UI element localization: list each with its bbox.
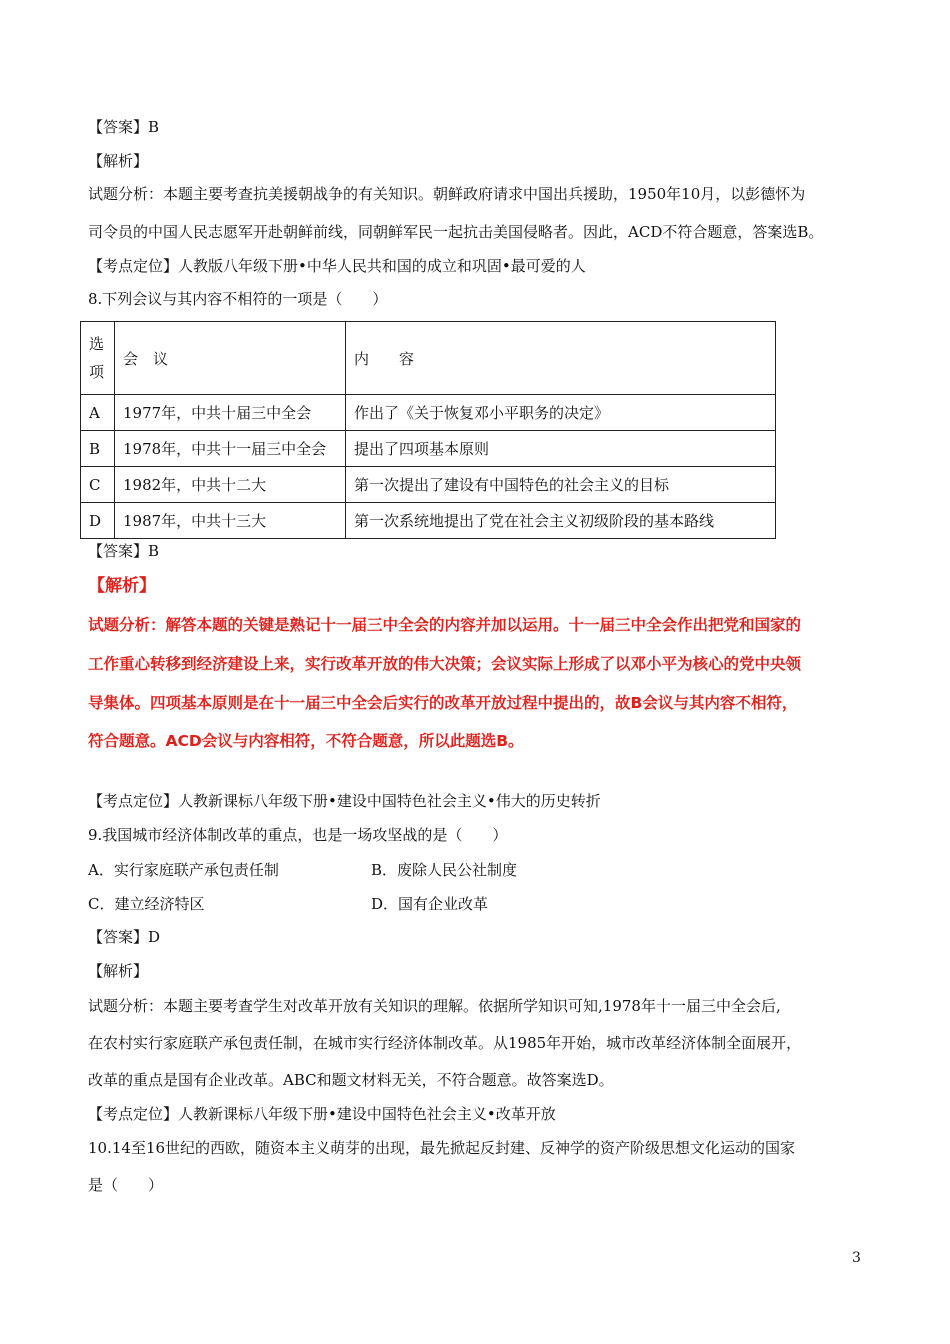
q9-analysis-line-3: 改革的重点是国有企业改革。ABC和题文材料无关，不符合题意。故答案选D。 <box>88 1071 614 1089</box>
q7-analysis-line-2: 司令员的中国人民志愿军开赴朝鲜前线，同朝鲜军民一起抗击美国侵略者。因此，ACD不符合题意，答案选B。 <box>88 223 824 241</box>
q8-row-option: D <box>81 503 115 539</box>
q8-header-option-line-1: 选 <box>89 335 105 353</box>
q8-answer: 【答案】B <box>88 542 160 560</box>
q7-answer: 【答案】B <box>88 118 160 136</box>
q8-row-content: 提出了四项基本原则 <box>346 431 776 467</box>
q8-header-content: 内 容 <box>346 322 776 395</box>
q8-row-meeting: 1977年，中共十届三中全会 <box>115 395 346 431</box>
q8-row-content: 第一次系统地提出了党在社会主义初级阶段的基本路线 <box>346 503 776 539</box>
q8-header-option-line-2: 项 <box>89 363 105 381</box>
q9-option-d: D．国有企业改革 <box>371 895 489 913</box>
q9-question: 9.我国城市经济体制改革的重点，也是一场攻坚战的是（ ） <box>88 826 508 844</box>
table-row <box>81 395 776 431</box>
q10-question-line-2: 是（ ） <box>88 1176 164 1194</box>
q8-analysis-line-4: 符合题意。ACD会议与内容相符，不符合题意，所以此题选B。 <box>88 732 524 750</box>
table-row <box>81 503 776 539</box>
q9-option-a: A．实行家庭联产承包责任制 <box>88 861 279 879</box>
table-row <box>81 467 776 503</box>
q7-analysis-head: 【解析】 <box>88 152 149 170</box>
q8-row-meeting: 1987年，中共十三大 <box>115 503 346 539</box>
q8-analysis-line-1: 试题分析：解答本题的关键是熟记十一届三中全会的内容并加以运用。十一届三中全会作出把党和国家的 <box>88 616 802 634</box>
q7-point: 【考点定位】人教版八年级下册•中华人民共和国的成立和巩固•最可爱的人 <box>88 257 586 275</box>
q8-row-meeting: 1982年，中共十二大 <box>115 467 346 503</box>
q9-analysis-line-1: 试题分析：本题主要考查学生对改革开放有关知识的理解。依据所学知识可知,1978年十一届三中全会后, <box>88 997 781 1015</box>
q8-table <box>80 321 776 539</box>
q8-point: 【考点定位】人教新课标八年级下册•建设中国特色社会主义•伟大的历史转折 <box>88 792 601 810</box>
q8-row-option: C <box>81 467 115 503</box>
q8-analysis-line-2: 工作重心转移到经济建设上来，实行改革开放的伟大决策；会议实际上形成了以邓小平为核心的党中央领 <box>88 655 802 673</box>
q8-row-meeting: 1978年，中共十一届三中全会 <box>115 431 346 467</box>
q8-row-content: 第一次提出了建设有中国特色的社会主义的目标 <box>346 467 776 503</box>
q8-analysis-line-3: 导集体。四项基本原则是在十一届三中全会后实行的改革开放过程中提出的，故B会议与其内容不相符， <box>88 694 798 712</box>
q9-analysis-head: 【解析】 <box>88 962 149 980</box>
q8-header-option <box>81 322 115 395</box>
page-number: 3 <box>852 1250 861 1266</box>
q8-row-content: 作出了《关于恢复邓小平职务的决定》 <box>346 395 776 431</box>
q10-question-line-1: 10.14至16世纪的西欧，随资本主义萌芽的出现，最先掀起反封建、反神学的资产阶级思想文化运动的国家 <box>88 1139 796 1157</box>
q8-row-option: B <box>81 431 115 467</box>
q9-option-c: C．建立经济特区 <box>88 895 205 913</box>
q8-row-option: A <box>81 395 115 431</box>
q9-analysis-line-2: 在农村实行家庭联产承包责任制，在城市实行经济体制改革。从1985年开始，城市改革经济体制全面展开， <box>88 1034 802 1052</box>
q9-answer: 【答案】D <box>88 928 161 946</box>
q7-analysis-line-1: 试题分析：本题主要考查抗美援朝战争的有关知识。朝鲜政府请求中国出兵援助，1950年10月，以彭德怀为 <box>88 185 806 203</box>
q8-analysis-head: 【解析】 <box>88 576 156 596</box>
q8-table-header <box>81 322 776 395</box>
q9-point: 【考点定位】人教新课标八年级下册•建设中国特色社会主义•改革开放 <box>88 1105 556 1123</box>
table-row <box>81 431 776 467</box>
q8-question: 8.下列会议与其内容不相符的一项是（ ） <box>88 290 388 308</box>
q8-header-meeting: 会 议 <box>115 322 346 395</box>
q9-option-b: B．废除人民公社制度 <box>371 861 518 879</box>
